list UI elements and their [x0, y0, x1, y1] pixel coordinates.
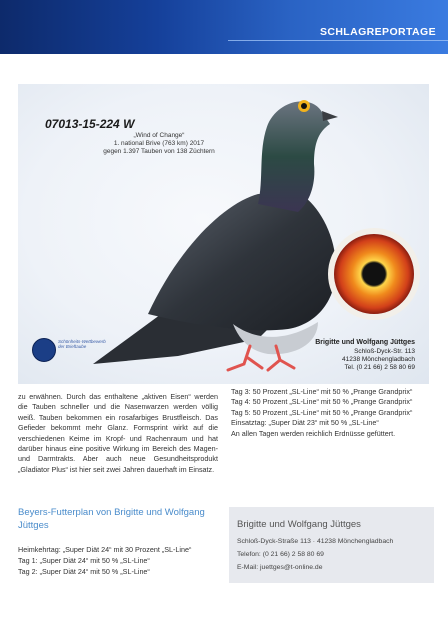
header-divider: [228, 40, 448, 41]
plan-line: Tag 2: „Super Diät 24“ mit 50 % „SL-Line“: [18, 567, 150, 576]
caption-line: 1. national Brive (763 km) 2017: [113, 140, 205, 147]
article-paragraph: [18, 392, 218, 475]
plan-line: Einsatztag: „Super Diät 23“ mit 50 % „SL-Line“: [231, 418, 379, 428]
owner-address-line: Schloß-Dyck-Str. 113: [354, 348, 415, 355]
section-title: SCHLAGREPORTAGE: [319, 26, 436, 38]
club-logo-icon: [32, 338, 56, 362]
owner-phone: Tel. (0 21 66) 2 58 80 69: [344, 364, 415, 371]
plan-line: Tag 3: 50 Prozent „SL-Line“ mit 50 % „Prange Grandprix“: [231, 387, 413, 396]
contact-email[interactable]: E-Mail: juettges@t-online.de: [237, 564, 323, 571]
paragraph-text: zu erwähnen. Durch das enthaltene „aktiven Eisen“ werden die Tauben schneller und die Nasenwarzen werden völlig weiß. Tauben bekommen ein rosafarbiges Brustfleisch. Das Gefieder bekommt mehr Glanz. Formsprint wirkt auf die verschiedenen Keime im Kropf- und Rachenraum und hat darüber hinaus eine positive Wirkung im Bereich des Magen- und Darmtrakts. Aber auch neue Gesundheitsprodukt „Gladiator Plus“ ist hier seit zwei Jahren dauerhaft im Einsatz.: [18, 392, 218, 474]
feeding-plan-list: [18, 544, 218, 577]
feeding-plan-heading: Beyers-Futterplan von Brigitte und Wolfgang Jüttges: [18, 507, 205, 531]
header-band: [0, 0, 448, 54]
contact-name: Brigitte und Wolfgang Jüttges: [237, 519, 361, 530]
ring-number: 07013-15-224 W: [45, 117, 135, 131]
contact-phone: Telefon: (0 21 66) 2 58 80 69: [237, 551, 324, 558]
plan-line: An allen Tagen werden reichlich Erdnüsse gefüttert.: [231, 428, 396, 438]
owner-address-line: 41238 Mönchengladbach: [341, 356, 415, 363]
owner-name: Brigitte und Wolfgang Jüttges: [315, 339, 415, 346]
pigeon-photo-panel: [18, 84, 429, 384]
contact-address: Schloß-Dyck-Straße 113 · 41238 Mönchengladbach: [237, 538, 394, 545]
feeding-plan-continued: [231, 387, 431, 439]
plan-line: Tag 5: 50 Prozent „SL-Line“ mit 50 % „Prange Grandprix“: [231, 407, 413, 417]
logo-caption-line: der Brieftaube: [58, 344, 87, 349]
contact-box: [229, 507, 434, 583]
caption-line: „Wind of Change“: [133, 132, 185, 139]
plan-line: Tag 4: 50 Prozent „SL-Line“ mit 50 % „Prange Grandprix“: [231, 397, 413, 407]
plan-line: Tag 1: „Super Diät 24“ mit 50 % „SL-Line“: [18, 556, 150, 565]
logo-caption-line: Schönheits-Wettbewerb: [58, 339, 106, 344]
caption-line: gegen 1.397 Tauben von 138 Züchtern: [103, 148, 215, 155]
logo-caption: [58, 339, 106, 349]
plan-line: Heimkehrtag: „Super Diät 24“ mit 30 Prozent „SL-Line“: [18, 545, 192, 554]
